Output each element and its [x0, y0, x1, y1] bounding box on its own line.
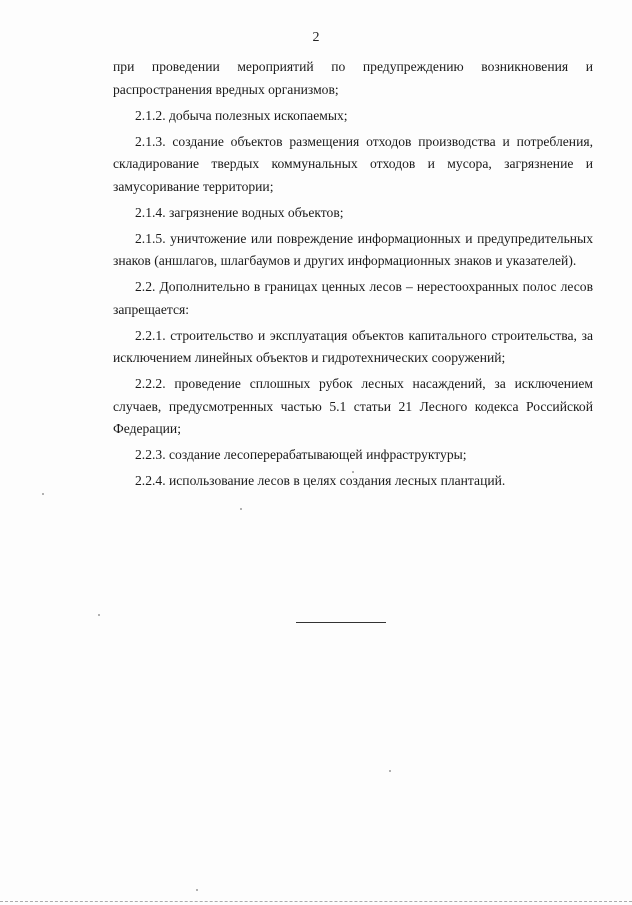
paragraph-2-2-4: 2.2.4. использование лесов в целях создания лесных плантаций. [135, 473, 506, 488]
paragraph-2-2-1: 2.2.1. строительство и эксплуатация объектов капитального строительства, за исключением линейных объектов и гидротехнических сооружений; [113, 327, 593, 365]
scan-speck [389, 770, 391, 772]
scan-speck [196, 889, 198, 891]
page-number: 2 [312, 30, 320, 45]
paragraph-continuation: при проведении мероприятий по предупреждению возникновения и распространения вредных организмов; [113, 59, 593, 97]
paragraph-2-2-3: 2.2.3. создание лесоперерабатывающей инфраструктуры; [135, 447, 467, 462]
scan-speck [240, 508, 242, 510]
paragraph-2-1-5: 2.1.5. уничтожение или повреждение информационных и предупредительных знаков (аншлагов, шлагбаумов и других информационных знаков и указателей). [113, 230, 593, 268]
document-body [113, 56, 593, 496]
paragraph-2-1-2: 2.1.2. добыча полезных ископаемых; [135, 107, 348, 123]
paragraph-2-1-4: 2.1.4. загрязнение водных объектов; [135, 204, 344, 220]
end-of-text-rule [296, 622, 386, 623]
paragraph-2-2-2: 2.2.2. проведение сплошных рубок лесных насаждений, за исключением случаев, предусмотренных частью 5.1 статьи 21 Лесного кодекса Российской Федерации; [113, 376, 593, 436]
scan-bottom-edge [0, 901, 632, 902]
scan-speck [98, 614, 100, 616]
scan-speck [42, 493, 44, 495]
paragraph-2-2: 2.2. Дополнительно в границах ценных лесов – нерестоохранных полос лесов запрещается: [113, 279, 593, 317]
scan-speck [352, 471, 354, 473]
paragraph-2-1-3: 2.1.3. создание объектов размещения отходов производства и потребления, складирование твердых коммунальных отходов и мусора, загрязнение и замусоривание территории; [113, 133, 593, 194]
